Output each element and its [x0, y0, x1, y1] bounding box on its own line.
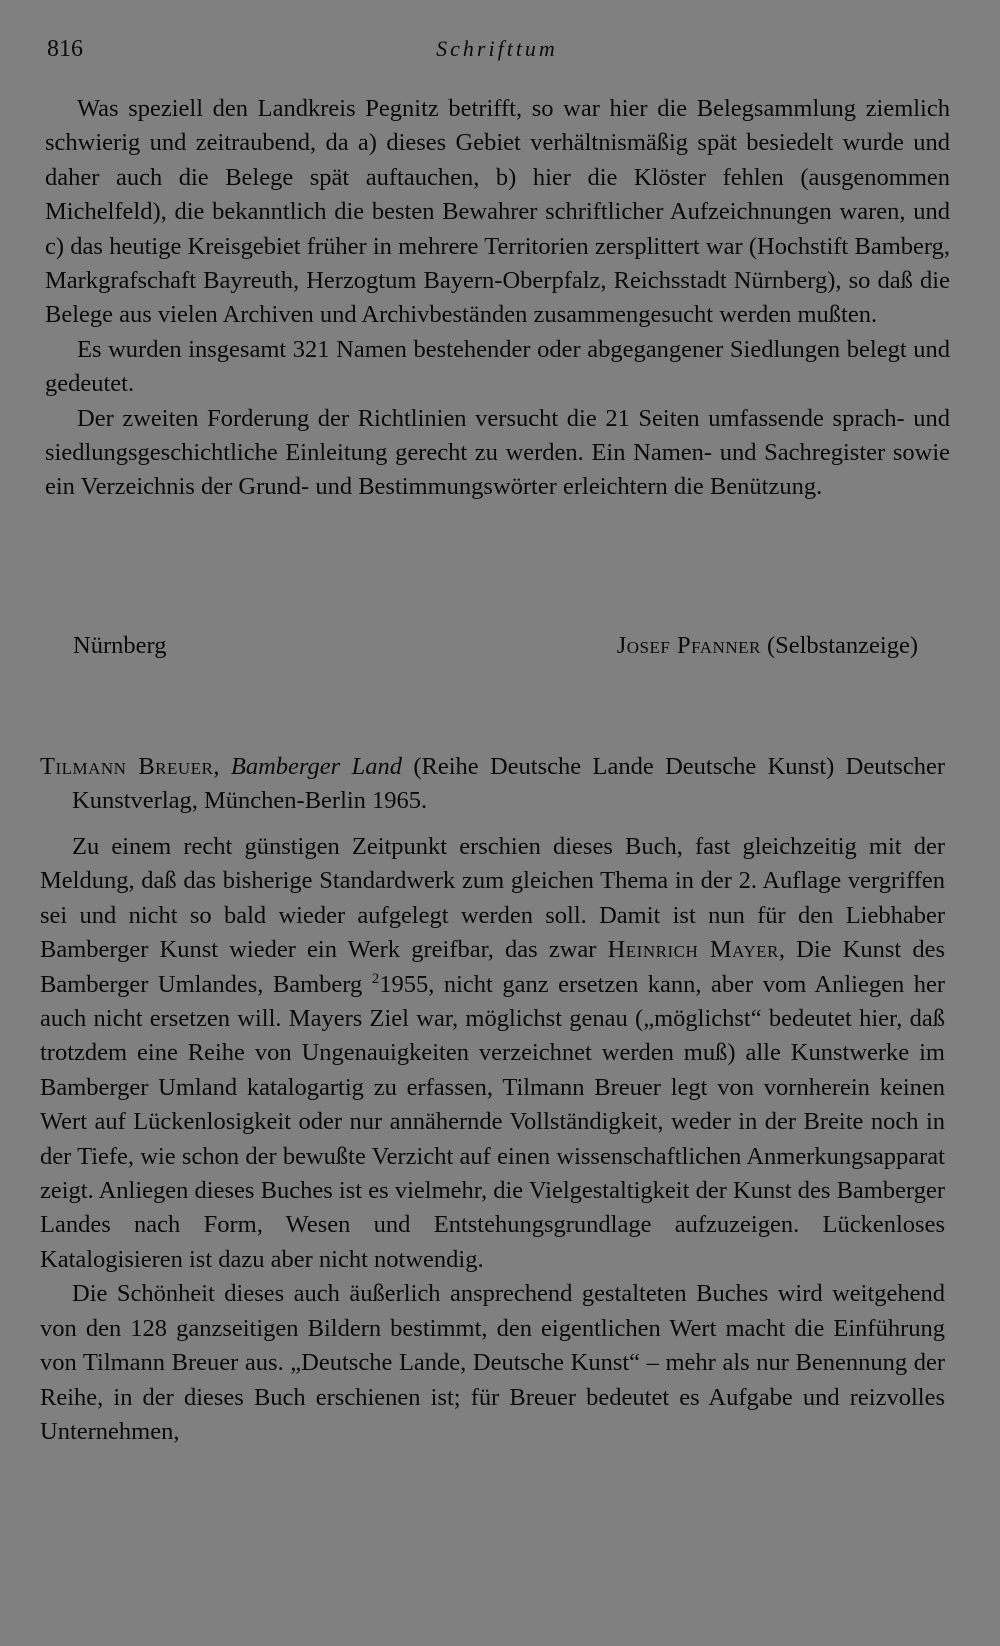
- review-1-paragraph: Es wurden insgesamt 321 Namen bestehender oder abgegangener Siedlungen belegt und gedeutet.: [45, 335, 950, 398]
- entry-separator: ,: [213, 753, 231, 780]
- signature-author: Josef Pfanner: [616, 632, 761, 659]
- review-2-paragraph: Die Schönheit dieses auch äußerlich ansprechend gestalteten Buches wird weitgehend von den 128 ganzseitigen Bildern bestimmt, den eigentlichen Wert macht die Einführung von Tilmann Breuer aus. „Deutsche Lande, Deutsche Kunst“ – mehr als nur Benennung der Reihe, in der dieses Buch erschienen ist; für Breuer bedeutet es Aufgabe und reizvolles Unternehmen,: [40, 1280, 945, 1445]
- review-1-body: [45, 92, 950, 505]
- review-1-paragraph: Was speziell den Landkreis Pegnitz betrifft, so war hier die Belegsammlung ziemlich schwierig und zeitraubend, da a) dieses Gebiet verhältnismäßig spät besiedelt wurde und daher auch die Belege spät auftauchen, b) hier die Klöster fehlen (ausgenommen Michelfeld), die bekanntlich die besten Bewahrer schriftlicher Aufzeichnungen waren, und c) das heutige Kreisgebiet früher in mehrere Territorien zersplittert war (Hochstift Bamberg, Markgrafschaft Bayreuth, Herzogtum Bayern-Oberpfalz, Reichsstadt Nürnberg), so daß die Belege aus vielen Archiven und Archivbeständen zusammengesucht werden mußten.: [45, 95, 950, 329]
- paragraph-text: 1955, nicht ganz ersetzen kann, aber vom Anliegen her auch nicht ersetzen will. Mayers Ziel war, möglichst genau („möglichst“ bedeutet hier, daß trotzdem eine Reihe von Ungenauigkeiten verzeichnet werden muß) alle Kunstwerke im Bamberger Umland katalogartig zu erfassen, Tilmann Breuer legt von vornherein keinen Wert auf Lückenlosigkeit oder nur annähernde Vollständigkeit, weder in der Breite noch in der Tiefe, wie schon der bewußte Verzicht auf einen wissenschaftlichen Anmerkungsapparat zeigt. Anliegen dieses Buches ist es vielmehr, die Vielgestaltigkeit der Kunst des Bamberger Landes nach Form, Wesen und Entstehungsgrundlage aufzuzeigen. Lückenloses Katalogisieren ist dazu aber nicht notwendig.: [40, 970, 945, 1273]
- review-2-paragraph: [40, 830, 945, 1277]
- paragraph-text: Zu einem recht günstigen Zeitpunkt erschien dieses Buch, fast gleichzeitig mit der Meldung, daß das bisherige Standardwerk zum gleichen Thema in der 2. Auflage vergriffen sei und nicht so bald wieder aufgelegt werden soll. Damit ist nun für den Liebhaber Bamberger Kunst wieder ein Werk greifbar, das zwar: [40, 833, 945, 964]
- signature-place: Nürnberg: [73, 632, 167, 659]
- entry-author: Tilmann Breuer: [40, 753, 214, 780]
- review-2-body: [40, 830, 945, 1449]
- review-1-signature: [73, 632, 918, 666]
- review-2-bibliographic-entry: [40, 750, 945, 819]
- signature-note: (Selbstanzeige): [766, 632, 918, 659]
- entry-title: Bamberger Land: [230, 753, 402, 780]
- entry-publication: (Reihe Deutsche Lande Deutsche Kunst) Deutscher Kunstverlag, München-Berlin 1965.: [72, 753, 945, 815]
- running-title: Schrifttum: [436, 36, 558, 61]
- cited-author: Heinrich Mayer: [607, 936, 779, 964]
- page-header: [47, 36, 947, 68]
- review-1-paragraph: Der zweiten Forderung der Richtlinien versucht die 21 Seiten umfassende sprach- und siedlungsgeschichtliche Einleitung gerecht zu werden. Ein Namen- und Sachregister sowie ein Verzeichnis der Grund- und Bestimmungswörter erleichtern die Benützung.: [45, 404, 950, 501]
- signature-author-line: [617, 632, 918, 660]
- edition-superscript: 2: [371, 970, 380, 987]
- paragraph-text: , Die Kunst des Bamberger Umlandes, Bamberg: [40, 936, 945, 998]
- page-number: 816: [47, 36, 83, 62]
